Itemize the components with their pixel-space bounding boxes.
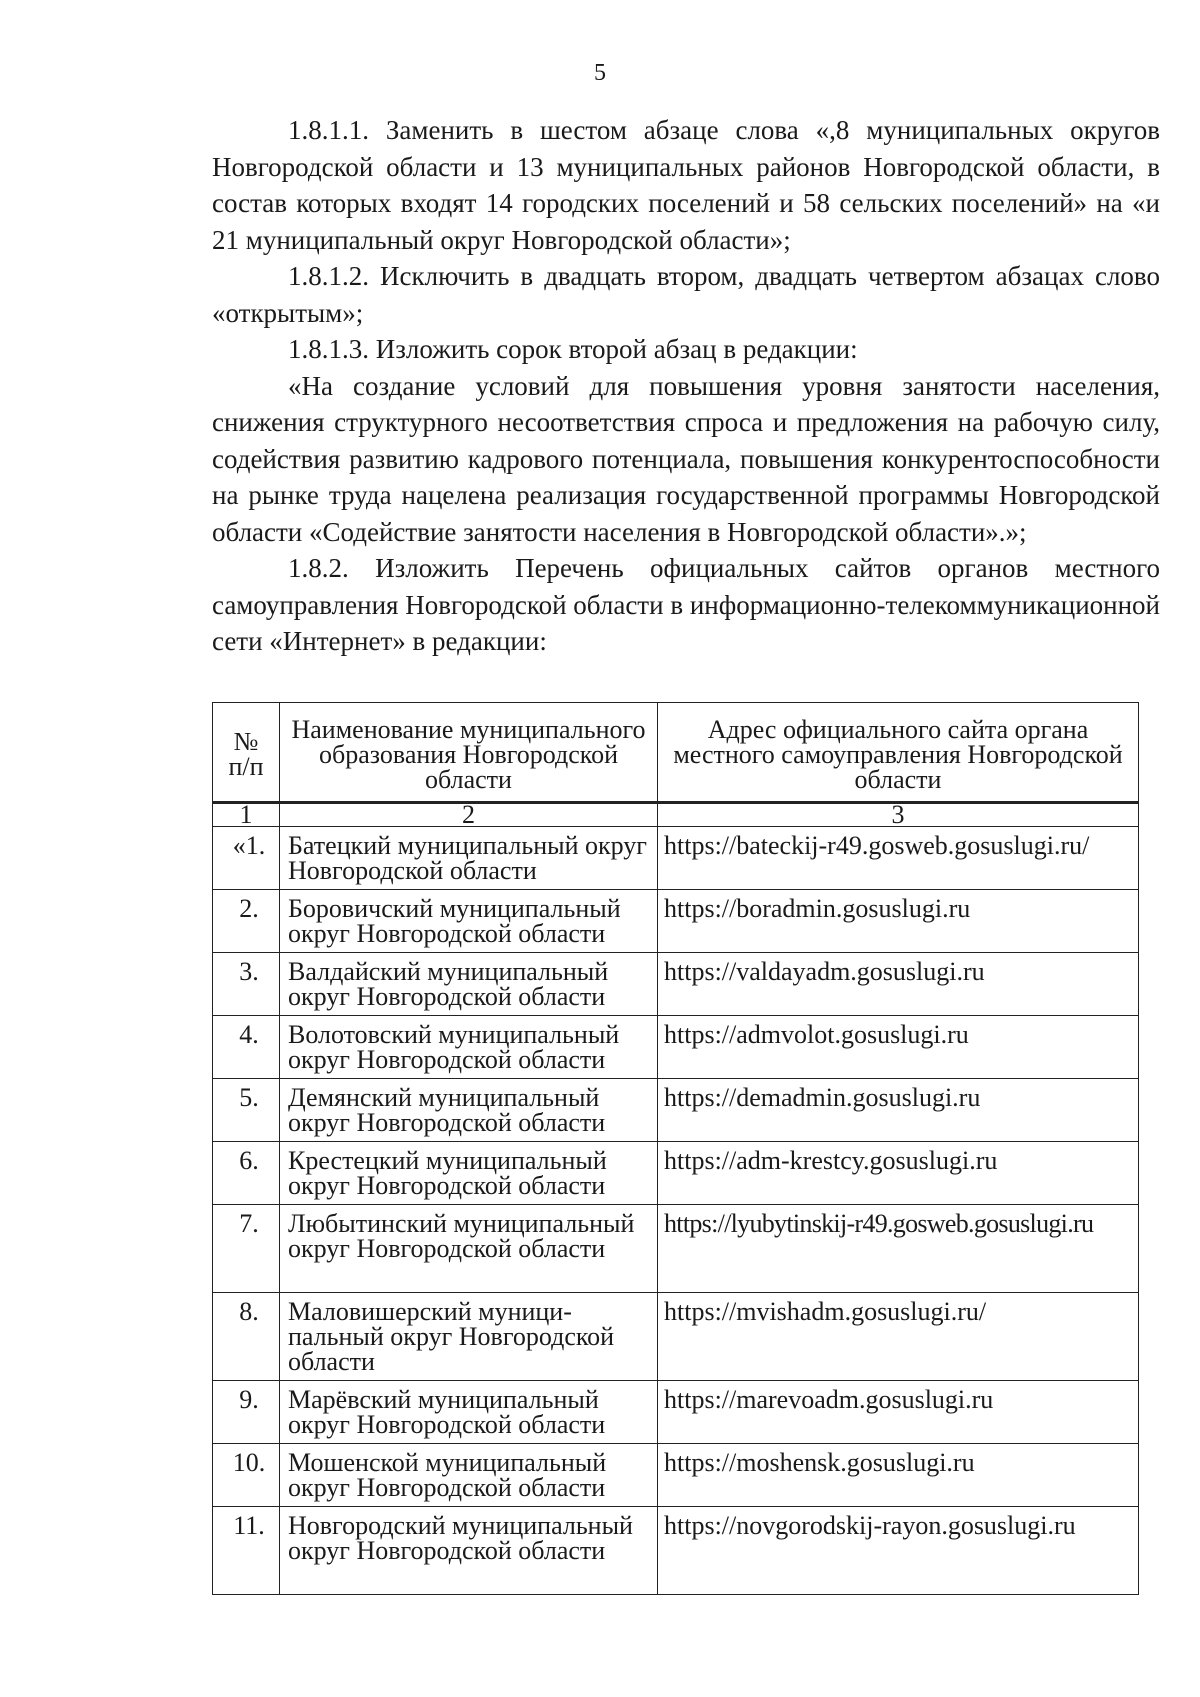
paragraph-1-8-1-3: 1.8.1.3. Изложить сорок второй абзац в редакции:: [288, 334, 858, 364]
paragraph-1-8-2: 1.8.2. Изложить Перечень официальных сайтов органов местного самоуправления Новгородской области в информационно-телекоммуникационной сети «Интернет» в редакции:: [212, 553, 1160, 656]
row-number: 11.: [213, 1507, 280, 1595]
table-row: [213, 1507, 1139, 1595]
table-row: [213, 953, 1139, 1016]
website-link[interactable]: https://boradmin.gosuslugi.ru: [658, 890, 1139, 953]
district-name: Новгородский муниципальный округ Новгородской области: [280, 1507, 658, 1595]
table-header-row: [213, 703, 1139, 803]
district-name: Любытинский муниципальный округ Новгородской области: [280, 1205, 658, 1293]
header-num: № п/п: [213, 703, 280, 803]
table-row: [213, 1079, 1139, 1142]
district-name: Маловишерский муниципальный округ Новгородской области: [280, 1293, 658, 1381]
row-number: 3.: [213, 953, 280, 1016]
document-body: [212, 112, 1160, 660]
row-number: 10.: [213, 1444, 280, 1507]
website-link[interactable]: https://novgorodskij-rayon.gosuslugi.ru: [658, 1507, 1139, 1595]
district-name: Батецкий муниципальный округ Новгородской области: [280, 827, 658, 890]
district-name: Марёвский муниципальный округ Новгородской области: [280, 1381, 658, 1444]
website-link[interactable]: https://lyubytinskij-r49.gosweb.gosuslugi.ru: [658, 1205, 1139, 1293]
row-number: 9.: [213, 1381, 280, 1444]
website-link[interactable]: https://marevoadm.gosuslugi.ru: [658, 1381, 1139, 1444]
page-number: 5: [594, 60, 606, 86]
website-link[interactable]: https://bateckij-r49.gosweb.gosuslugi.ru/: [658, 827, 1139, 890]
table-row: [213, 1293, 1139, 1381]
district-name: Крестецкий муниципальный округ Новгородской области: [280, 1142, 658, 1205]
header-name: Наименование муниципального образования Новгородской области: [280, 703, 658, 803]
paragraph-quote: «На создание условий для повышения уровня занятости населения, снижения структурного несоответствия спроса и предложения на рабочую силу, содействия развитию кадрового потенциала, повышения конкурентоспособности на рынке труда нацелена реализация государственной программы Новгородской области «Содействие занятости населения в Новгородской области».»;: [212, 370, 1160, 547]
paragraph-1-8-1-1: 1.8.1.1. Заменить в шестом абзаце слова «,8 муниципальных округов Новгородской области и 13 муниципальных районов Новгородской области, в состав которых входят 14 городских поселений и 58 сельских поселений» на «и 21 муниципальный округ Новгородской области»;: [212, 115, 1160, 255]
column-number: 3: [658, 803, 1139, 827]
table-row: [213, 1444, 1139, 1507]
row-number: 7.: [213, 1205, 280, 1293]
row-number: 4.: [213, 1016, 280, 1079]
paragraph-1-8-1-2: 1.8.1.2. Исключить в двадцать втором, двадцать четвертом абзацах слово «открытым»;: [212, 261, 1160, 328]
row-number: 8.: [213, 1293, 280, 1381]
table-row: [213, 1381, 1139, 1444]
district-name: Мошенской муниципальный округ Новгородской области: [280, 1444, 658, 1507]
table-row: [213, 827, 1139, 890]
district-name: Валдайский муниципальный округ Новгородской области: [280, 953, 658, 1016]
table-row: [213, 1016, 1139, 1079]
table-row: [213, 890, 1139, 953]
website-link[interactable]: https://admvolot.gosuslugi.ru: [658, 1016, 1139, 1079]
website-link[interactable]: https://valdayadm.gosuslugi.ru: [658, 953, 1139, 1016]
district-name: Волотовский муниципальный округ Новгородской области: [280, 1016, 658, 1079]
row-number: 5.: [213, 1079, 280, 1142]
website-link[interactable]: https://moshensk.gosuslugi.ru: [658, 1444, 1139, 1507]
websites-table: [212, 702, 1139, 1595]
table-column-numbers: [213, 803, 1139, 827]
district-name: Боровичский муниципальный округ Новгородской области: [280, 890, 658, 953]
column-number: 1: [213, 803, 280, 827]
website-link[interactable]: https://demadmin.gosuslugi.ru: [658, 1079, 1139, 1142]
table-row: [213, 1205, 1139, 1293]
header-url: Адрес официального сайта органа местного самоуправления Новгородской области: [658, 703, 1139, 803]
row-number: «1.: [213, 827, 280, 890]
row-number: 2.: [213, 890, 280, 953]
table-row: [213, 1142, 1139, 1205]
district-name: Демянский муниципальный округ Новгородской области: [280, 1079, 658, 1142]
row-number: 6.: [213, 1142, 280, 1205]
website-link[interactable]: https://mvishadm.gosuslugi.ru/: [658, 1293, 1139, 1381]
website-link[interactable]: https://adm-krestcy.gosuslugi.ru: [658, 1142, 1139, 1205]
column-number: 2: [280, 803, 658, 827]
